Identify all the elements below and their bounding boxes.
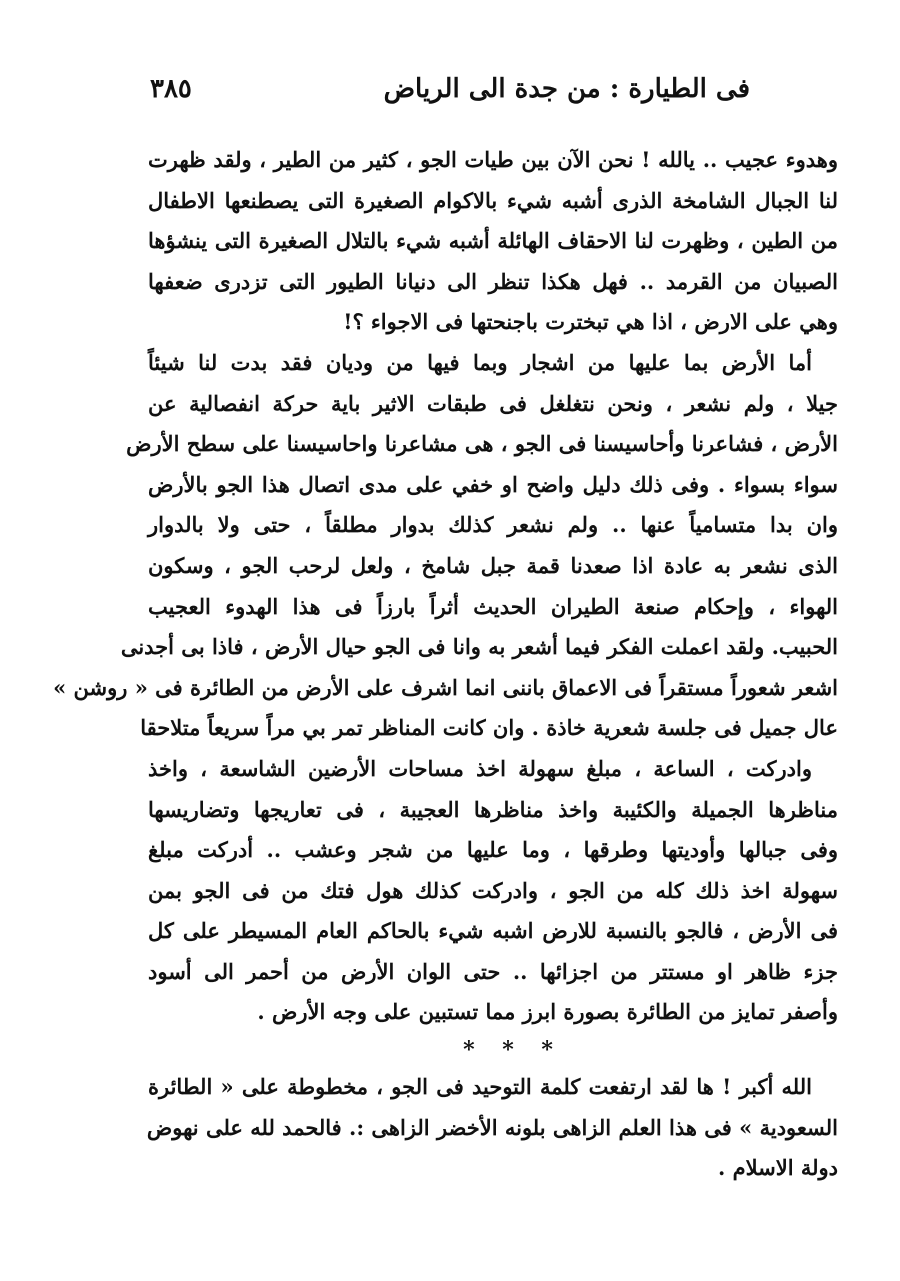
text-line: من الطين ، وظهرت لنا الاحقاف الهائلة أشبه شيء بالتلال الصغيرة التى ينشؤها	[148, 228, 838, 254]
text-line: الأرض ، فشاعرنا وأحاسيسنا فى الجو ، هى مشاعرنا واحاسيسنا على سطح الأرض	[126, 431, 838, 457]
running-title: فى الطيارة : من جدة الى الرياض	[383, 74, 750, 104]
text-line: السعودية » فى هذا العلم الزاهى بلونه الأخضر الزاهى :. فالحمد لله على نهوض	[146, 1114, 838, 1140]
page-number: ٣٨٥	[150, 74, 192, 104]
text-line: مناظرها الجميلة والكئيبة واخذ مناظرها العجيبة ، فى تعاريجها وتضاريسها	[148, 796, 838, 822]
paragraph-3	[148, 749, 838, 1033]
text-line: فى الأرض ، فالجو بالنسبة للارض اشبه شيء بالحاكم العام المسيطر على كل	[148, 918, 838, 944]
paragraph-2	[53, 343, 838, 749]
page-body	[53, 140, 838, 1189]
section-separator: * * *	[463, 1037, 563, 1064]
page-header	[150, 68, 750, 112]
text-line: عال جميل فى جلسة شعرية خاذة . وان كانت المناظر تمر بي مراً سريعاً متلاحقا	[140, 715, 838, 741]
paragraph-1	[148, 140, 838, 343]
text-line: الذى نشعر به عادة اذا صعدنا قمة جبل شامخ ، ولعل لرحب الجو ، وسكون	[148, 552, 838, 578]
text-line: وان بدا متسامياً عنها .. ولم نشعر كذلك بدوار مطلقاً ، حتى ولا بالدوار	[148, 512, 838, 538]
text-line: سهولة اخذ ذلك كله من الجو ، وادركت كذلك هول فتك من فى الجو بمن	[148, 877, 838, 903]
text-line: وهي على الارض ، اذا هي تبخترت باجنحتها فى الاجواء ؟!	[343, 309, 838, 335]
text-line: وفى جبالها وأوديتها وطرقها ، وما عليها من شجر وعشب .. أدركت مبلغ	[148, 837, 838, 863]
text-line: وهدوء عجيب .. يالله ! نحن الآن بين طيات الجو ، كثير من الطير ، ولقد ظهرت	[148, 147, 838, 172]
closing-paragraph	[148, 1067, 838, 1189]
text-line: الحبيب. ولقد اعملت الفكر فيما أشعر به وانا فى الجو حيال الأرض ، فاذا بى أجدنى	[120, 634, 838, 660]
text-line: دولة الاسلام .	[717, 1155, 838, 1181]
text-line: الله أكبر ! ها لقد ارتفعت كلمة التوحيد فى الجو ، مخطوطة على « الطائرة	[148, 1074, 812, 1100]
text-line: أما الأرض بما عليها من اشجار وبما فيها من وديان فقد بدت لنا شيئاً	[148, 349, 812, 375]
text-line: وادركت ، الساعة ، مبلغ سهولة اخذ مساحات الأرضين الشاسعة ، واخذ	[148, 755, 812, 781]
text-line: الصبيان من القرمد .. فهل هكذا تنظر الى دنيانا الطيور التى تزدرى ضعفها	[148, 268, 838, 294]
text-line: وأصفر تمايز من الطائرة بصورة ابرز مما تستبين على وجه الأرض .	[257, 999, 838, 1025]
text-line: الهواء ، وإحكام صنعة الطيران الحديث أثراً بارزاً فى هذا الهدوء العجيب	[148, 593, 838, 619]
text-line: سواء بسواء . وفى ذلك دليل واضح او خفي على مدى اتصال هذا الجو بالأرض	[148, 471, 838, 497]
text-line: لنا الجبال الشامخة الذرى أشبه شيء بالاكوام الصغيرة التى يصطنعها الاطفال	[148, 187, 838, 213]
text-line: جيلا ، ولم نشعر ، ونحن نتغلغل فى طبقات الاثير باية حركة انفصالية عن	[148, 390, 838, 416]
text-line: جزء ظاهر او مستتر من اجزائها .. حتى الوان الأرض من أحمر الى أسود	[148, 958, 838, 984]
text-line: اشعر شعوراً مستقراً فى الاعماق باننى انما اشرف على الأرض من الطائرة فى « روشن »	[53, 674, 838, 700]
